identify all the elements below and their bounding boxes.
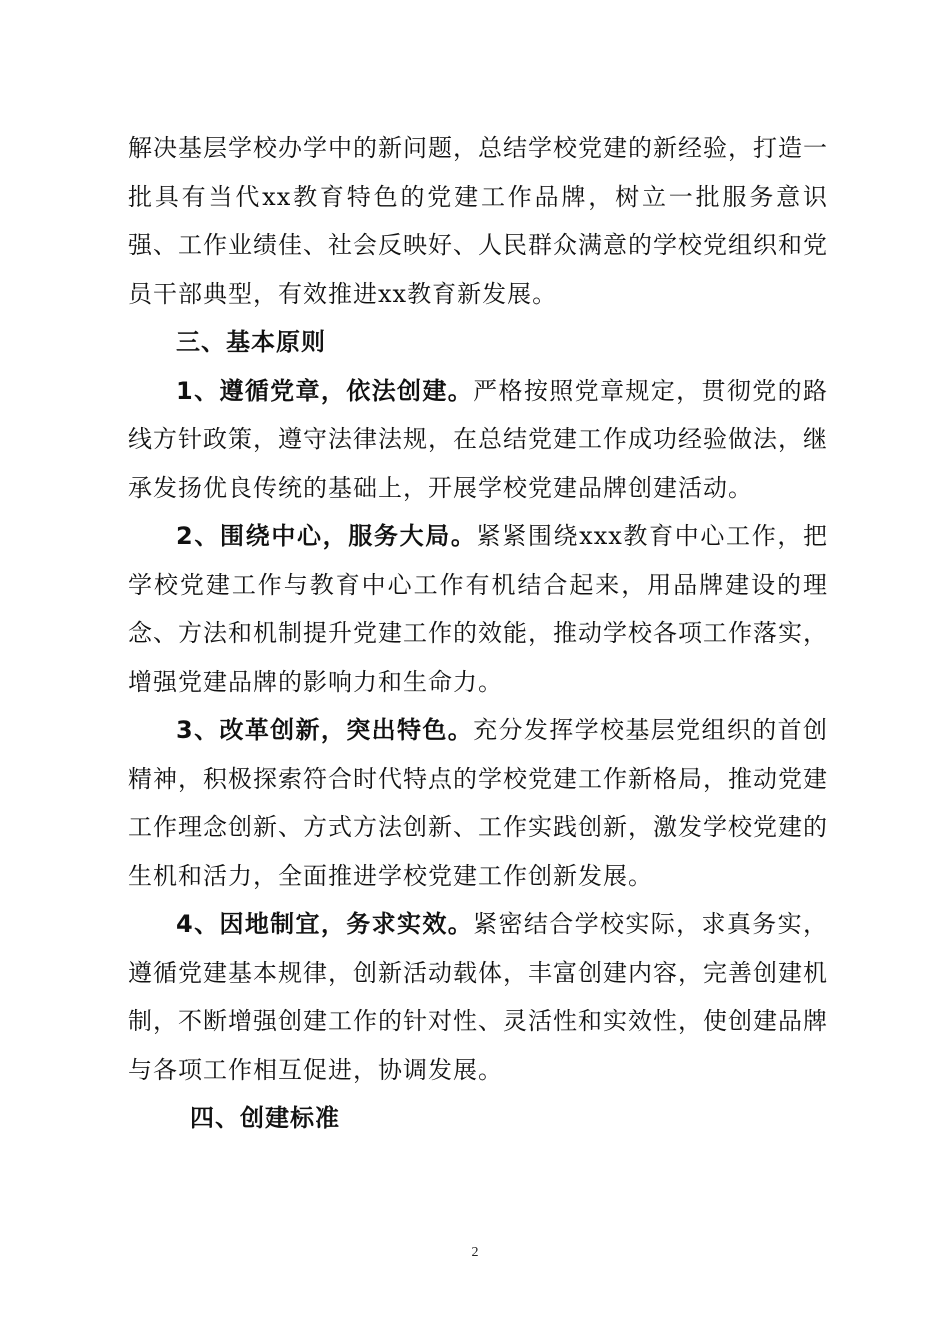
- principle-paragraph-4: [128, 900, 828, 1094]
- principle-paragraph-1: [128, 367, 828, 513]
- principle-body-2: 紧紧围绕xxx教育中心工作，把学校党建工作与教育中心工作有机结合起来，用品牌建设的理念、方法和机制提升党建工作的效能，推动学校各项工作落实，增强党建品牌的影响力和生命力。: [128, 522, 828, 696]
- principle-paragraph-3: [128, 706, 828, 900]
- document-body: [128, 124, 828, 1143]
- section-heading-principles: 三、基本原则: [176, 328, 326, 356]
- section-heading-standards: 四、创建标准: [190, 1104, 340, 1132]
- principle-lead-4: 4、因地制宜，务求实效。: [176, 910, 474, 938]
- page-number: 2: [471, 1245, 479, 1260]
- principle-body-1: 严格按照党章规定，贯彻党的路线方针政策，遵守法律法规，在总结党建工作成功经验做法，继承发扬优良传统的基础上，开展学校党建品牌创建活动。: [128, 376, 829, 502]
- principle-body-3: 充分发挥学校基层党组织的首创精神，积极探索符合时代特点的学校党建工作新格局，推动党建工作理念创新、方式方法创新、工作实践创新，激发学校党建的生机和活力，全面推进学校党建工作创新发展。: [128, 716, 829, 890]
- principle-paragraph-2: [128, 512, 828, 706]
- intro-paragraph: 解决基层学校办学中的新问题，总结学校党建的新经验，打造一批具有当代xx教育特色的党建工作品牌，树立一批服务意识强、工作业绩佳、社会反映好、人民群众满意的学校党组织和党员干部典型，有效推进xx教育新发展。: [128, 134, 828, 308]
- principle-lead-2: 2、围绕中心，服务大局。: [176, 522, 477, 550]
- principle-body-4: 紧密结合学校实际，求真务实，遵循党建基本规律，创新活动载体，丰富创建内容，完善创建机制，不断增强创建工作的针对性、灵活性和实效性，使创建品牌与各项工作相互促进，协调发展。: [128, 910, 829, 1084]
- principle-lead-3: 3、改革创新，突出特色。: [176, 716, 474, 744]
- principle-lead-1: 1、遵循党章，依法创建。: [176, 376, 474, 405]
